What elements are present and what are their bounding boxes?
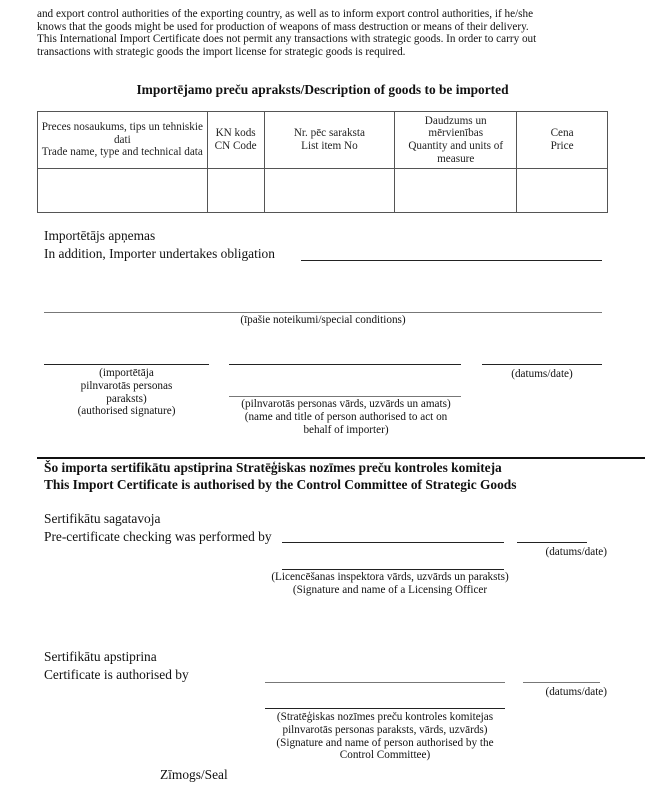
precheck-performer-line[interactable] — [282, 542, 504, 543]
approval-label-lv: Sertifikātu apstiprina — [44, 649, 157, 664]
goods-section-title: Importējamo preču apraksts/Description of goods to be imported — [136, 82, 509, 97]
section-divider — [37, 457, 645, 459]
column-header-trade-name — [38, 112, 208, 169]
column-header-en: Price — [550, 140, 574, 152]
precheck-date-caption: (datums/date) — [545, 546, 607, 558]
column-header-quantity — [395, 112, 517, 169]
authorisation-heading-lv: Šo importa sertifikātu apstiprina Stratēģiskas nozīmes preču kontroles komiteja — [44, 460, 502, 475]
approval-label-en: Certificate is authorised by — [44, 667, 189, 682]
column-header-en: CN Code — [214, 140, 257, 152]
table-row — [38, 169, 608, 213]
authorised-person-name-line[interactable] — [229, 396, 461, 397]
intro-line: This International Import Certificate does not permit any transactions with strategic goods. In order to carry out — [37, 33, 537, 46]
authorised-person-name-caption — [229, 398, 463, 436]
caption-en: (Signature and name of person authorised by the Control Committee) — [276, 736, 494, 762]
caption-lv: (pilnvarotās personas vārds, uzvārds un amats) — [241, 398, 451, 410]
goods-table — [37, 111, 608, 213]
special-conditions-caption: (īpašie noteikumi/special conditions) — [240, 314, 406, 326]
importer-date-caption: (datums/date) — [511, 368, 573, 380]
licensing-officer-caption — [250, 571, 530, 597]
committee-person-caption — [260, 711, 510, 762]
column-header-lv: Daudzums un mērvienības — [424, 114, 487, 140]
caption-lv: (Licencēšanas inspektora vārds, uzvārds un paraksts) — [271, 571, 509, 583]
caption-en: (Signature and name of a Licensing Officer — [292, 583, 488, 596]
licensing-officer-line[interactable] — [282, 569, 504, 570]
column-header-price — [517, 112, 608, 169]
precheck-label-en: Pre-certificate checking was performed by — [44, 529, 272, 544]
obligation-field-line[interactable] — [301, 260, 602, 261]
authorisation-heading-en: This Import Certificate is authorised by the Control Committee of Strategic Goods — [44, 477, 517, 492]
goods-table-header — [38, 112, 608, 169]
column-header-lv: Preces nosaukums, tips un tehniskie dati — [41, 121, 203, 146]
intro-line: transactions with strategic goods the import license for strategic goods is required. — [37, 45, 406, 58]
special-conditions-line[interactable] — [44, 312, 602, 313]
authorised-signature-caption — [44, 367, 209, 418]
precheck-label-lv: Sertifikātu sagatavoja — [44, 511, 161, 526]
column-header-lv: Nr. pēc saraksta — [293, 127, 365, 140]
intro-line: knows that the goods might be used for production of weapons of mass destruction or means of their delivery. — [37, 20, 529, 33]
caption-lv: (Stratēģiskas nozīmes preču kontroles komitejas pilnvarotās personas paraksts, vārds, uzvārds) — [276, 711, 494, 736]
committee-person-line[interactable] — [265, 708, 505, 709]
caption-en: (authorised signature) — [77, 405, 176, 418]
cell-price[interactable] — [517, 169, 608, 213]
seal-label: Zīmogs/Seal — [160, 767, 228, 782]
precheck-date-line[interactable] — [517, 542, 587, 543]
approval-date-line[interactable] — [523, 682, 600, 683]
cell-trade-name[interactable] — [38, 169, 208, 213]
column-header-en: Trade name, type and technical data — [41, 146, 203, 159]
column-header-list-item — [264, 112, 395, 169]
cell-quantity[interactable] — [395, 169, 517, 213]
cell-list-item[interactable] — [264, 169, 395, 213]
column-header-en: Quantity and units of measure — [408, 140, 504, 165]
approver-signature-line[interactable] — [265, 682, 505, 683]
obligation-label-lv: Importētājs apņemas — [44, 228, 156, 243]
importer-date-line[interactable] — [482, 364, 602, 365]
column-header-lv: Cena — [550, 127, 574, 140]
column-header-lv: KN kods — [215, 127, 256, 140]
cell-cn-code[interactable] — [207, 169, 264, 213]
obligation-label-en: In addition, Importer undertakes obligation — [44, 246, 275, 261]
intro-paragraph — [37, 8, 617, 58]
authorised-signature-line[interactable] — [44, 364, 209, 365]
column-header-cn-code — [207, 112, 264, 169]
caption-lv: (importētāja pilnvarotās personas paraksts) — [80, 367, 173, 405]
caption-en: (name and title of person authorised to act on behalf of importer) — [244, 410, 448, 436]
authorised-person-name-line-top[interactable] — [229, 364, 461, 365]
column-header-en: List item No — [301, 140, 358, 152]
intro-line: and export control authorities of the exporting country, as well as to inform export control authorities, if he/she — [37, 8, 534, 20]
approval-date-caption: (datums/date) — [545, 686, 607, 698]
